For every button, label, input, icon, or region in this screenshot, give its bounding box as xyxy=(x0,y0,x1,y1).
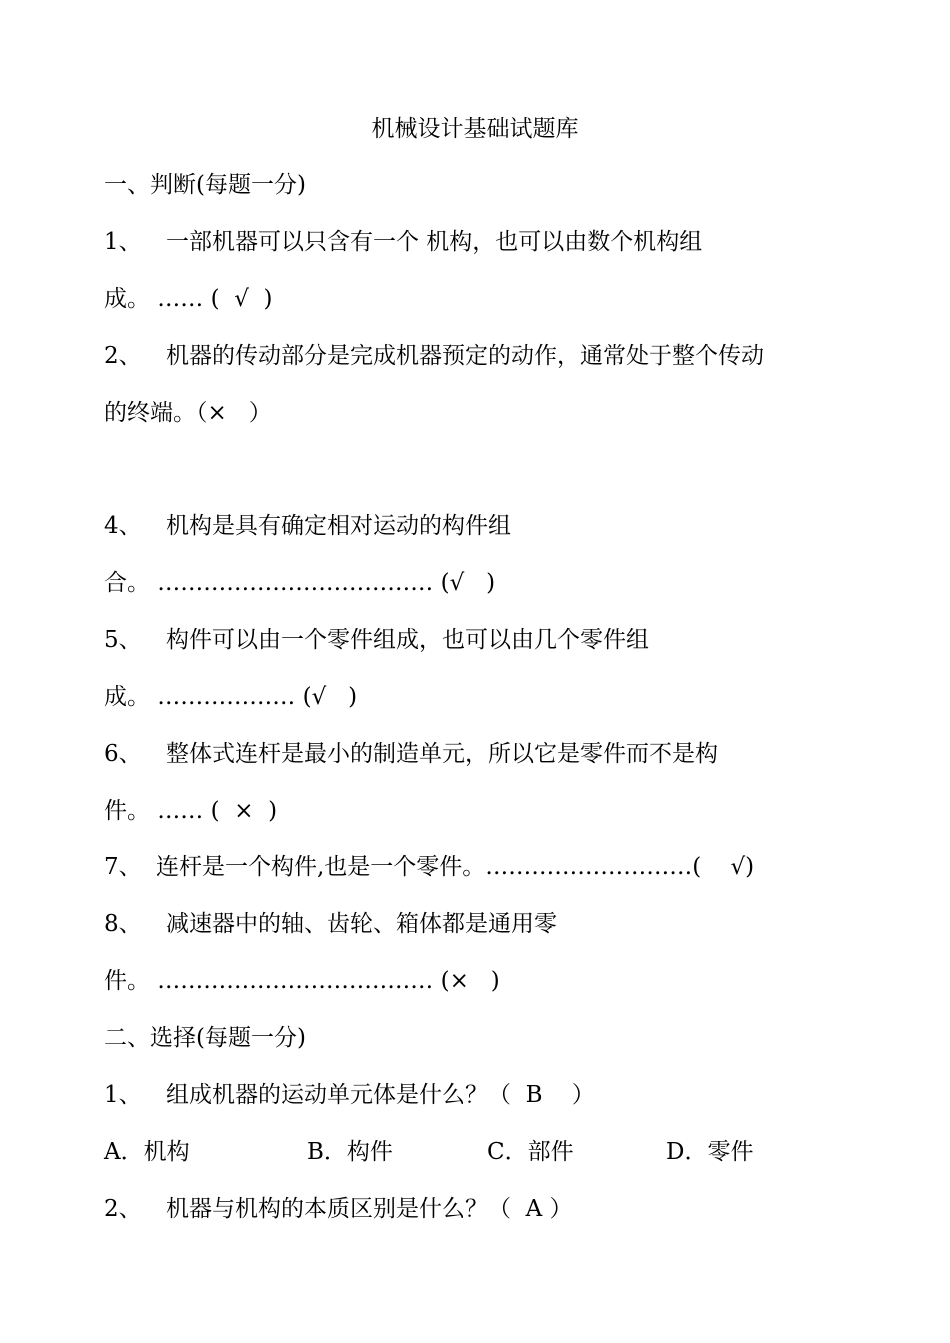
question-2-1-options xyxy=(104,1137,864,1167)
question-text: 整体式连杆是最小的制造单元，所以它是零件而不是构 xyxy=(166,741,718,767)
question-number: 8、 xyxy=(104,911,142,937)
question-1-8 xyxy=(104,909,557,939)
question-2-2 xyxy=(104,1194,573,1224)
question-text: 一部机器可以只含有一个 机构，也可以由数个机构组 xyxy=(166,229,703,255)
section-1-heading: 一、判断(每题一分) xyxy=(104,172,306,198)
question-text: 机器与机构的本质区别是什么？（ A ） xyxy=(166,1196,573,1222)
option-c: C．部件 xyxy=(487,1139,574,1165)
question-1-7 xyxy=(104,852,754,882)
question-text: 减速器中的轴、齿轮、箱体都是通用零 xyxy=(166,911,557,937)
question-number: 4、 xyxy=(104,513,142,539)
question-number: 2、 xyxy=(104,343,142,369)
question-text: 机构是具有确定相对运动的构件组 xyxy=(166,513,511,539)
question-1-8-continued: 件。 ……………………………… (× ) xyxy=(104,968,500,994)
question-text: 机器的传动部分是完成机器预定的动作，通常处于整个传动 xyxy=(166,343,764,369)
option-d: D．零件 xyxy=(666,1139,754,1165)
question-1-2 xyxy=(104,341,764,371)
question-1-2-continued: 的终端。（× ） xyxy=(104,400,272,426)
option-b: B．构件 xyxy=(307,1139,393,1165)
question-1-4 xyxy=(104,511,511,541)
question-number: 1、 xyxy=(104,229,142,255)
question-1-4-continued: 合。 ……………………………… (√ ) xyxy=(104,570,496,596)
question-1-5-continued: 成。 ……………… (√ ) xyxy=(104,684,358,710)
question-number: 2、 xyxy=(104,1196,142,1222)
question-1-6 xyxy=(104,739,718,769)
question-1-1 xyxy=(104,227,702,257)
question-number: 1、 xyxy=(104,1082,142,1108)
option-a: A．机构 xyxy=(104,1139,190,1165)
question-text: 组成机器的运动单元体是什么？（ B ） xyxy=(166,1082,595,1108)
question-text: 构件可以由一个零件组成，也可以由几个零件组 xyxy=(166,627,649,653)
question-text: 连杆是一个构件,也是一个零件。………………………( √) xyxy=(156,854,755,880)
question-number: 7、 xyxy=(104,854,142,880)
question-2-1 xyxy=(104,1080,595,1110)
section-2-heading: 二、选择(每题一分) xyxy=(104,1025,306,1051)
question-1-5 xyxy=(104,625,649,655)
question-1-1-continued: 成。 …… ( √ ) xyxy=(104,286,273,312)
question-number: 6、 xyxy=(104,741,142,767)
document-title: 机械设计基础试题库 xyxy=(371,116,579,142)
question-1-6-continued: 件。 …… ( × ) xyxy=(104,798,278,824)
question-number: 5、 xyxy=(104,627,142,653)
